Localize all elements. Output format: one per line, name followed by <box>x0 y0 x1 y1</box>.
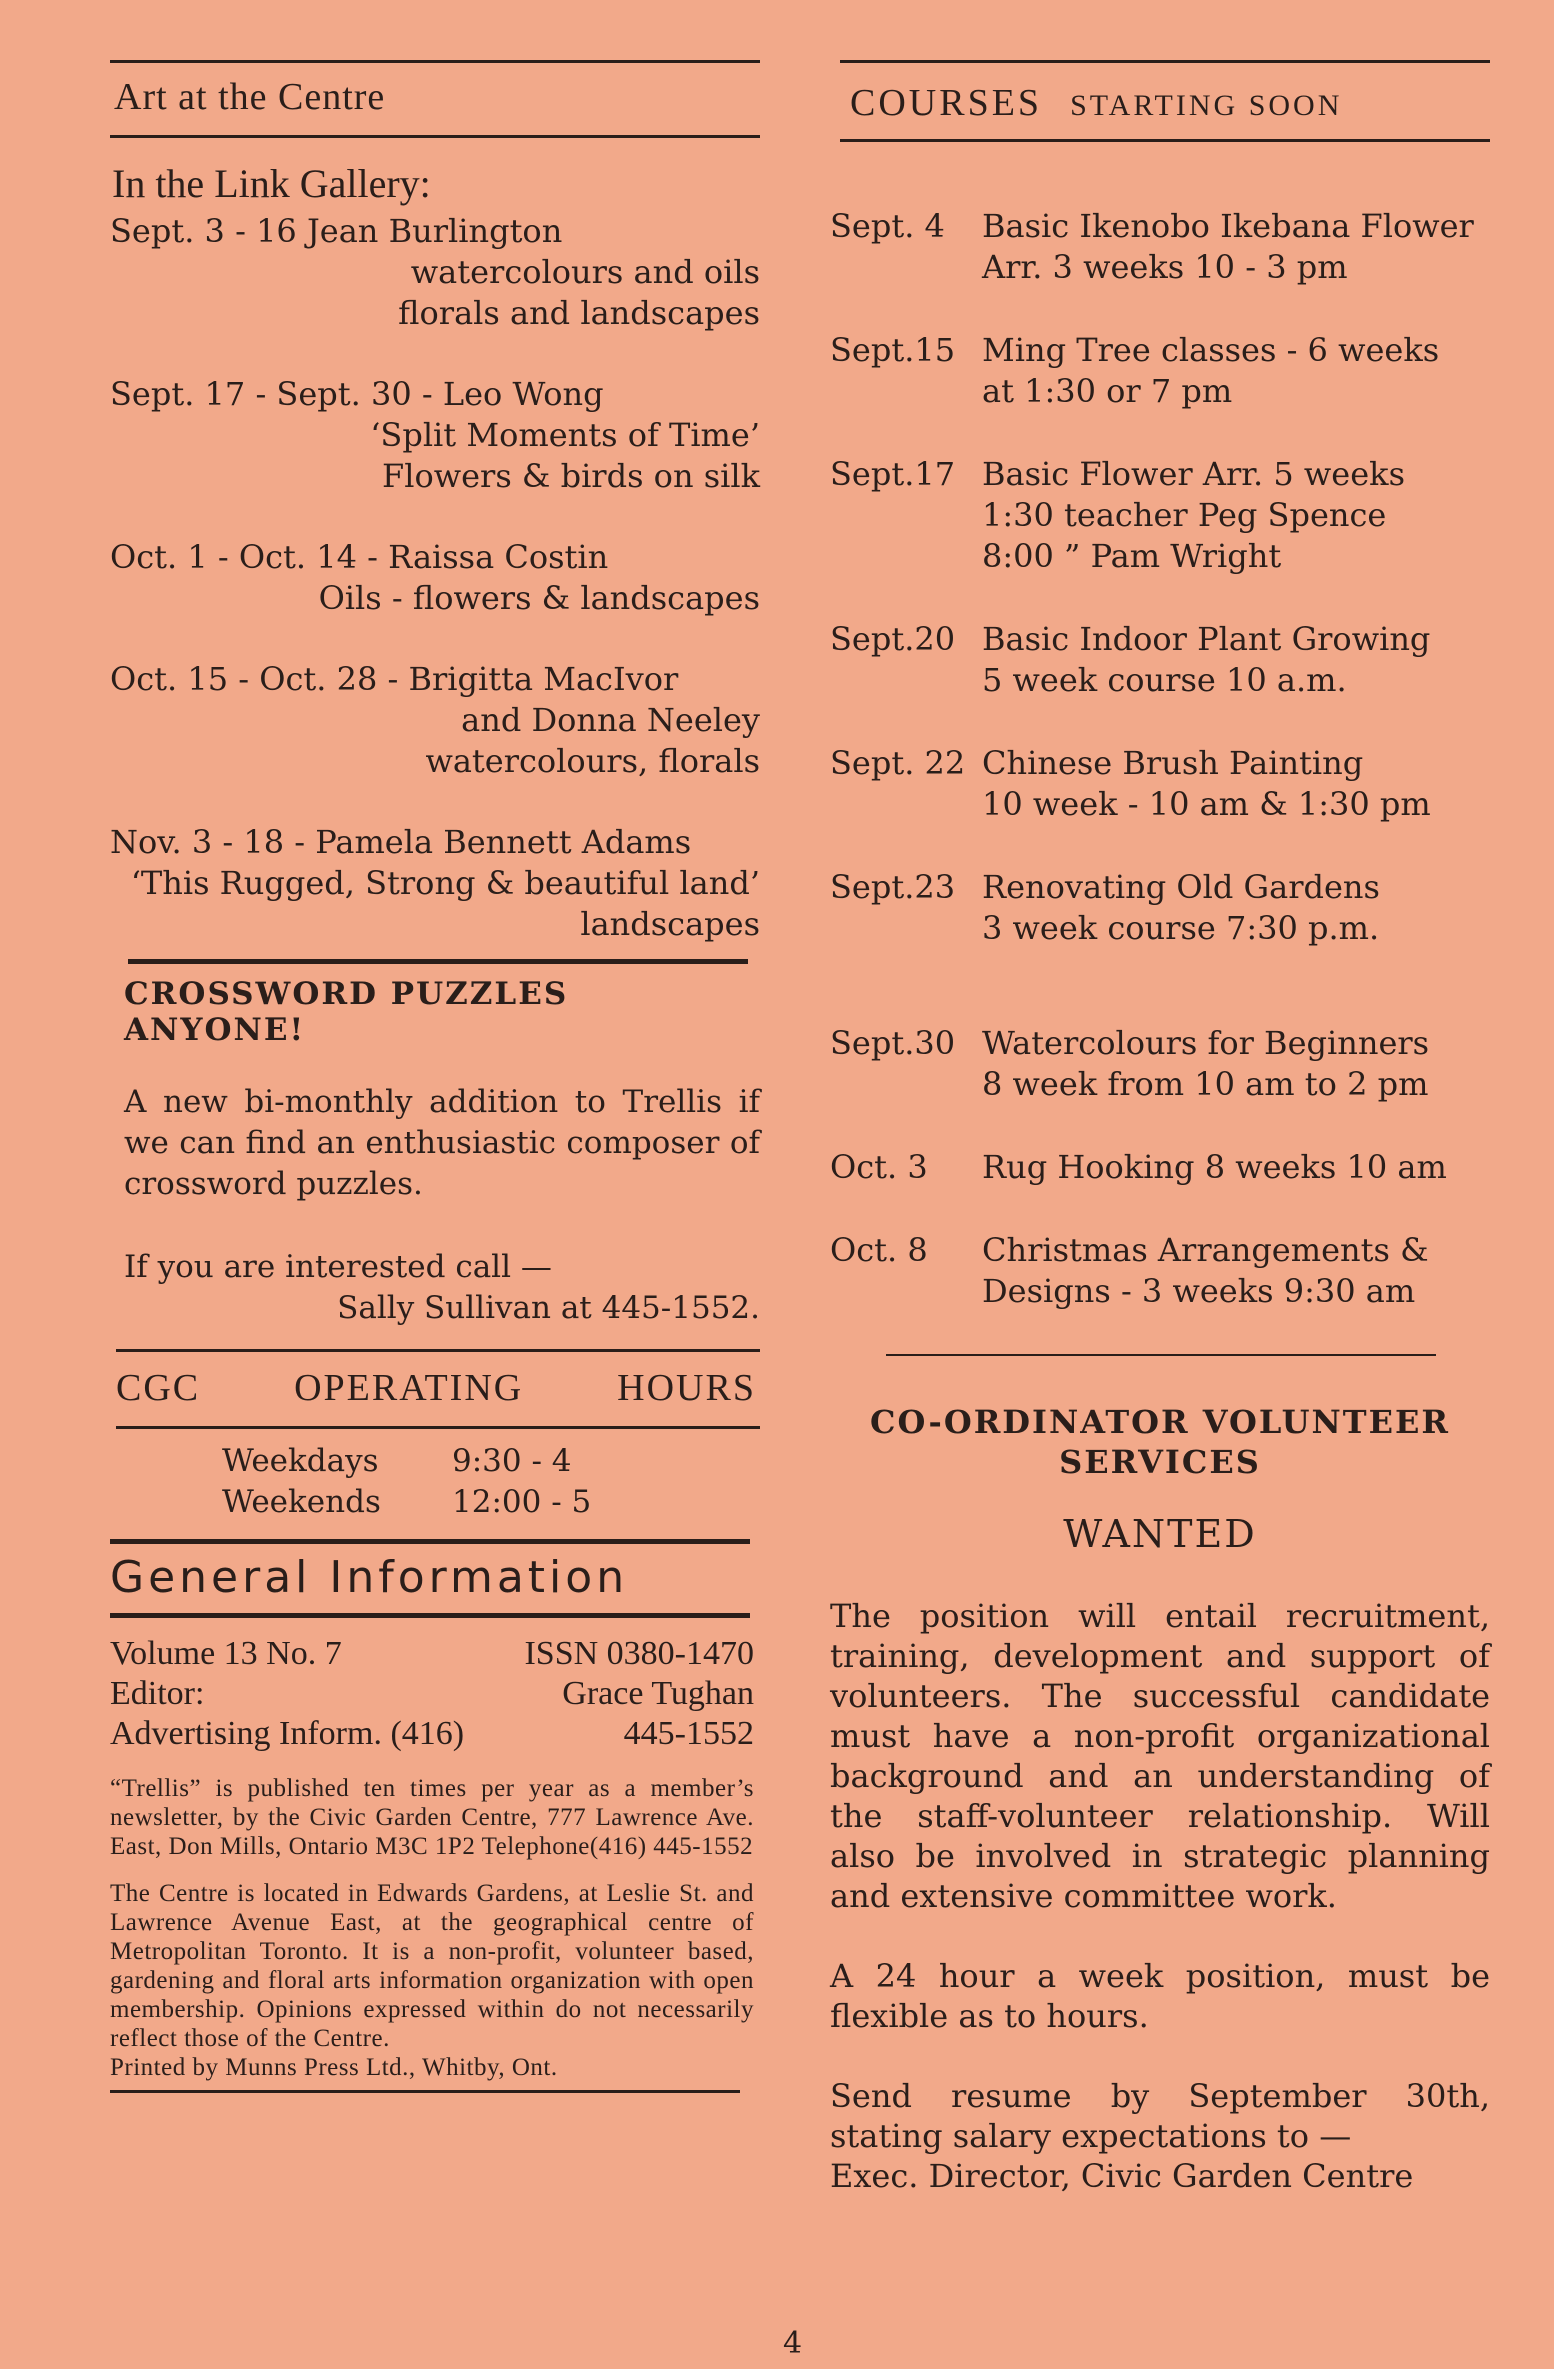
right-column <box>830 60 1490 2236</box>
editor-line: Editor: Grace Tughan <box>110 1675 754 1712</box>
divider <box>110 1539 750 1544</box>
divider <box>116 1349 760 1352</box>
divider <box>110 1613 750 1618</box>
course-item: Sept.23 Renovating Old Gardens 3 week course 7:30 p.m. <box>830 868 1380 947</box>
divider <box>110 2090 740 2093</box>
volume-line: Volume 13 No. 7 ISSN 0380-1470 <box>110 1635 754 1672</box>
course-item: Sept. 22 Chinese Brush Painting 10 week - 10 am & 1:30 pm <box>830 744 1431 823</box>
wanted-heading: WANTED <box>1063 1512 1257 1556</box>
exhibit-item: Sept. 3 - 16 Jean Burlington watercolours and oils florals and landscapes <box>110 212 760 332</box>
crossword-contact: Sally Sullivan at 445-1552. <box>337 1290 760 1326</box>
course-item: Sept.17 Basic Flower Arr. 5 weeks 1:30 teacher Peg Spence 8:00 ” Pam Wright <box>830 455 1405 575</box>
course-item: Sept. 4 Basic Ikenobo Ikebana Flower Arr. 3 weeks 10 - 3 pm <box>830 207 1474 286</box>
crossword-heading: CROSSWORD PUZZLES ANYONE! <box>124 976 569 1048</box>
exhibit-item: Oct. 1 - Oct. 14 - Raissa Costin Oils - flowers & landscapes <box>110 538 760 617</box>
operating-hours-heading: CGC OPERATING HOURS <box>116 1367 756 1409</box>
course-item: Sept.30 Watercolours for Beginners 8 week from 10 am to 2 pm <box>830 1024 1430 1103</box>
crossword-call: If you are interested call — <box>124 1249 552 1285</box>
divider <box>886 1354 1436 1356</box>
course-item: Sept.15 Ming Tree classes - 6 weeks at 1:30 or 7 pm <box>830 331 1440 410</box>
exhibit-item: Nov. 3 - 18 - Pamela Bennett Adams ‘This Rugged, Strong & beautiful land’ landscapes <box>110 823 760 943</box>
hours-table <box>222 1441 760 1523</box>
exhibit-item: Oct. 15 - Oct. 28 - Brigitta MacIvor and Donna Neeley watercolours, florals <box>110 660 760 780</box>
position-description: The position will entail recruitment, training, development and support of volunteers. The successful candidate must have a non-profit organizational background and an understanding of the staff-volunteer relationship. Will also be involved in strategic planning and extensive committee work. <box>830 1597 1490 1915</box>
course-item: Oct. 3 Rug Hooking 8 weeks 10 am <box>830 1148 1447 1186</box>
courses-list <box>830 206 1490 1312</box>
position-hours: A 24 hour a week position, must be flexible as to hours. <box>830 1957 1490 2035</box>
crossword-text: A new bi-monthly addition to Trellis if we can find an enthusiastic composer of crossword puzzles. <box>124 1084 760 1202</box>
centre-info: The Centre is located in Edwards Gardens, at Leslie St. and Lawrence Avenue East, at the geographical centre of Metropolitan Toronto. It is a non-profit, volunteer based, gardening and floral arts information organization with open membership. Opinions expressed within do not necessarily reflect those of the Centre. <box>110 1880 754 2052</box>
exhibit-item: Sept. 17 - Sept. 30 - Leo Wong ‘Split Moments of Time’ Flowers & birds on silk <box>110 375 760 495</box>
course-item: Sept.20 Basic Indoor Plant Growing 5 week course 10 a.m. <box>830 620 1431 699</box>
divider <box>110 60 760 63</box>
courses-heading: COURSES STARTING SOON <box>850 82 1343 124</box>
divider <box>110 135 760 138</box>
resume-instructions: Send resume by September 30th, stating salary expectations to — <box>830 2077 1490 2155</box>
divider <box>840 139 1490 142</box>
hours-row: Weekends 12:00 - 5 <box>222 1484 592 1520</box>
coordinator-heading: CO-ORDINATOR VOLUNTEER SERVICES <box>870 1403 1450 1481</box>
page-number: 4 <box>783 2326 803 2361</box>
divider <box>128 959 748 964</box>
hours-row: Weekdays 9:30 - 4 <box>222 1443 572 1479</box>
left-column <box>110 60 760 2093</box>
trellis-info: “Trellis” is published ten times per year as a member’s newsletter, by the Civic Garden Centre, 777 Lawrence Ave. East, Don Mills, Ontario M3C 1P2 Telephone(416) 445-1552 <box>110 1775 754 1860</box>
general-info-title: General Information <box>110 1552 629 1603</box>
advertising-line: Advertising Inform. (416) 445-1552 <box>110 1715 754 1752</box>
divider <box>116 1426 760 1429</box>
printed-by: Printed by Munns Press Ltd., Whitby, Ont. <box>110 2054 558 2081</box>
resume-address: Exec. Director, Civic Garden Centre <box>830 2157 1414 2195</box>
course-item: Oct. 8 Christmas Arrangements & Designs - 3 weeks 9:30 am <box>830 1231 1429 1310</box>
art-title: Art at the Centre <box>114 76 386 118</box>
divider <box>840 60 1490 63</box>
link-gallery-heading: In the Link Gallery: <box>112 161 431 206</box>
